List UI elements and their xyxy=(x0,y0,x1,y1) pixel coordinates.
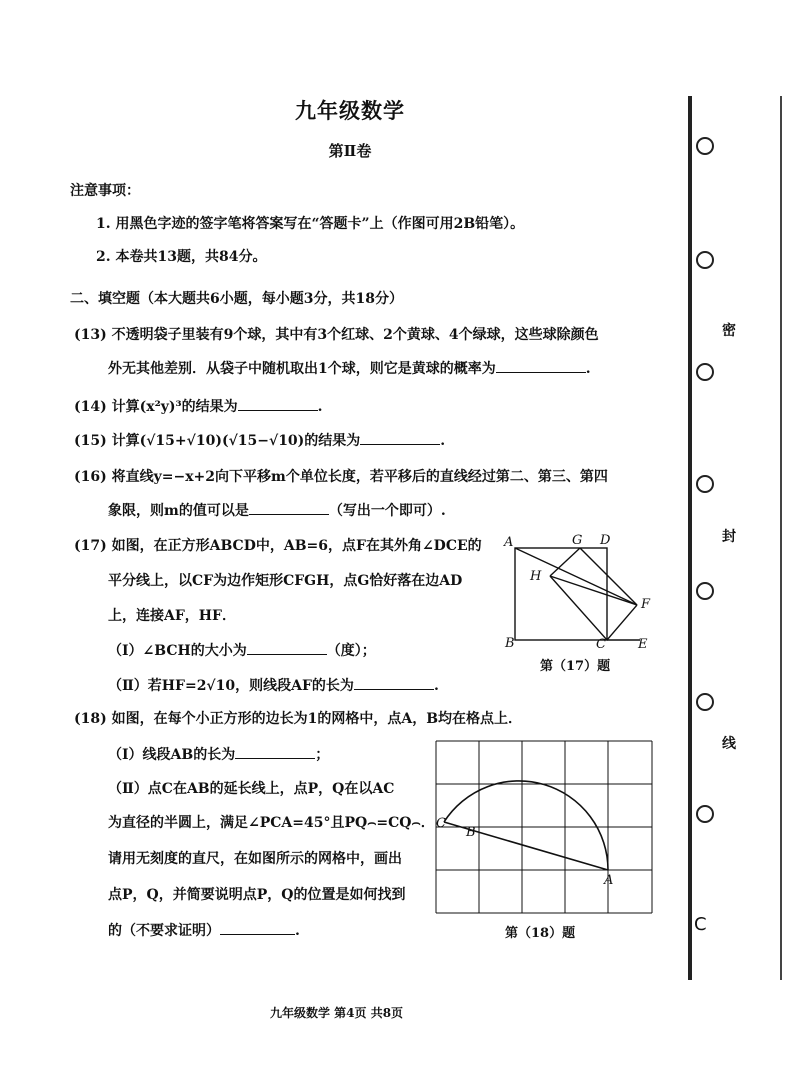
q16-line2: 象限，则m的值可以是 （写出一个即可）. xyxy=(108,500,446,520)
answer-blank-17-1[interactable] xyxy=(247,640,327,655)
label-a: A xyxy=(504,535,514,550)
note-item-2: 2. 本卷共13题，共84分。 xyxy=(96,249,267,265)
margin-char-2: 封 xyxy=(722,529,736,545)
q18-part2-line5: 的（不要求证明） . xyxy=(108,920,300,940)
answer-blank-15[interactable] xyxy=(360,430,440,445)
q15: (15) 计算(√15+√10)(√15−√10)的结果为 . xyxy=(74,430,445,450)
label-h: H xyxy=(530,569,542,584)
answer-blank-13[interactable] xyxy=(496,358,586,373)
q18-part2-line2: 为直径的半圆上，满足∠PCA=45°且PQ⌢=CQ⌢． xyxy=(108,815,435,831)
note-item-1: 1. 用黑色字迹的签字笔将答案写在“答题卡”上（作图可用2B铅笔）。 xyxy=(96,216,525,232)
q17-line1: (17) 如图，在正方形ABCD中，AB=6，点F在其外角∠DCE的 xyxy=(74,538,482,554)
q16-line1: (16) 将直线y=−x+2向下平移m个单位长度，若平移后的直线经过第二、第三、第四 xyxy=(74,469,608,485)
page-title: 九年级数学 xyxy=(295,98,405,123)
page-footer: 九年级数学 第4页 共8页 xyxy=(270,1006,404,1020)
label-f: F xyxy=(641,597,651,612)
answer-blank-18-1[interactable] xyxy=(235,744,315,759)
binding-edge xyxy=(780,96,782,980)
margin-char-1: 密 xyxy=(722,323,736,339)
q18-caption: 第（18）题 xyxy=(505,926,576,941)
margin-letter: C xyxy=(694,914,707,935)
q17-line2: 平分线上，以CF为边作矩形CFGH，点G恰好落在边AD xyxy=(108,573,463,589)
q13-line1: (13) 不透明袋子里装有9个球，其中有3个红球、2个黄球、4个绿球，这些球除颜色 xyxy=(74,327,599,343)
answer-blank-14[interactable] xyxy=(238,396,318,411)
label-c: C xyxy=(436,816,446,831)
q14: (14) 计算(x²y)³的结果为 . xyxy=(74,396,322,416)
q17-part1: （Ⅰ）∠BCH的大小为 （度）； xyxy=(108,640,376,660)
q18-grid-figure xyxy=(432,738,658,916)
q18-part2-line1: （Ⅱ）点C在AB的延长线上，点P，Q在以AC xyxy=(108,781,395,797)
notes-heading: 注意事项： xyxy=(70,183,140,199)
answer-blank-16[interactable] xyxy=(249,500,329,515)
punch-hole-5 xyxy=(696,582,714,600)
label-d: D xyxy=(600,533,611,548)
punch-hole-1 xyxy=(696,137,714,155)
label-b: B xyxy=(466,825,476,840)
page-subtitle: 第Ⅱ卷 xyxy=(328,142,372,160)
q13-line2: 外无其他差别．从袋子中随机取出1个球，则它是黄球的概率为 . xyxy=(108,358,591,378)
punch-hole-6 xyxy=(696,693,714,711)
punch-hole-4 xyxy=(696,475,714,493)
label-g: G xyxy=(572,533,583,548)
q18-part2-line3: 请用无刻度的直尺，在如图所示的网格中，画出 xyxy=(108,851,402,867)
label-e: E xyxy=(638,637,648,652)
answer-blank-17-2[interactable] xyxy=(354,675,434,690)
q18-line1: (18) 如图，在每个小正方形的边长为1的网格中，点A，B均在格点上． xyxy=(74,711,523,727)
label-a: A xyxy=(604,873,614,888)
margin-char-3: 线 xyxy=(722,736,736,752)
punch-hole-2 xyxy=(696,251,714,269)
answer-blank-18-2[interactable] xyxy=(220,920,295,935)
label-c: C xyxy=(596,637,606,652)
label-b: B xyxy=(505,636,515,651)
q17-part2: （Ⅱ）若HF=2√10，则线段AF的长为 . xyxy=(108,675,439,695)
punch-hole-3 xyxy=(696,363,714,381)
segment-cf xyxy=(607,605,637,640)
q17-line3: 上，连接AF，HF． xyxy=(108,608,236,624)
punch-hole-7 xyxy=(696,805,714,823)
q18-part1: （Ⅰ）线段AB的长为 ； xyxy=(108,744,329,764)
segment-gf xyxy=(580,548,637,605)
q18-part2-line4: 点P，Q，并简要说明点P，Q的位置是如何找到 xyxy=(108,887,406,903)
q17-caption: 第（17）题 xyxy=(540,659,611,674)
binding-line xyxy=(688,96,692,980)
section-heading: 二、填空题（本大题共6小题，每小题3分，共18分） xyxy=(70,291,403,307)
